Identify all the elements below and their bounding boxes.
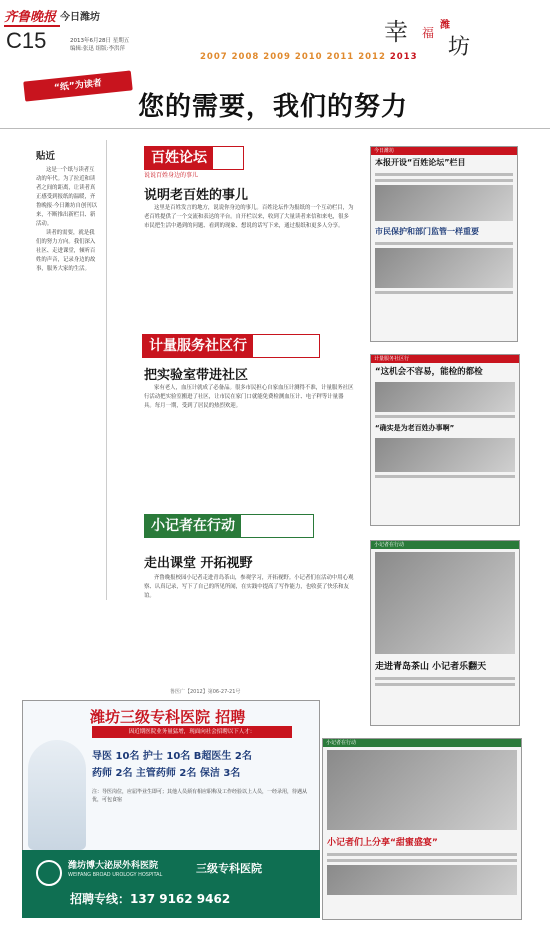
doctor-image	[28, 740, 86, 850]
thumb-image	[375, 185, 513, 221]
thumb-text-line	[375, 173, 513, 176]
brand-char-4: 坊	[448, 35, 471, 60]
thumb-text-line	[375, 242, 513, 245]
thumb-bar: 今日潍坊	[371, 147, 517, 155]
thumb-headline: 小记者们上分享“甜蜜盛宴”	[327, 838, 438, 848]
year-item: 2008	[231, 52, 260, 62]
thumb-bar: 小记者在行动	[371, 541, 519, 549]
thumb-image	[375, 438, 515, 472]
year-item: 2010	[294, 52, 323, 62]
banner-label: 小记者在行动	[145, 515, 241, 537]
thumb-text-line	[375, 179, 513, 182]
article-paragraph: 这里是百姓发言的地方，说说你身边的事儿。百姓论坛作为报纸的一个互动栏目，为老百姓提供了一个交流和表达的平台。自开栏以来，收到了大量读者来信和来电，很多市民把生活中遇到的问题、看到的现象、想说的话写下来，通过报纸和更多人分享。	[144, 205, 354, 229]
ad-approval-number: 鲁医广【2012】第06-27-21号	[170, 689, 241, 695]
page-number-bar	[4, 25, 60, 27]
year-item: 2009	[263, 52, 291, 62]
commentary-paragraph: 读者的需要，就是我们的努力方向。我们深入社区、走进课堂，倾听百姓的声音，记录身边的故事，服务大家的生活。	[36, 230, 96, 272]
brand-char-3: 潍	[440, 20, 450, 31]
thumb-image	[327, 750, 517, 830]
thumb-text-line	[327, 859, 517, 862]
year-item-current: 2013	[389, 52, 418, 62]
article-headline: 走出课堂 开拓视野	[144, 556, 253, 571]
ad-position-row: 药师 2名 主管药师 2名 保洁 3名	[92, 768, 241, 779]
hospital-name-en: WEIFANG BROAD UROLOGY HOSPITAL	[68, 872, 163, 878]
thumb-headline: 本报开设“百姓论坛”栏目	[375, 158, 466, 167]
section-banner-reporters	[144, 514, 314, 538]
date-line: 2013年6月28日 星期五	[70, 38, 130, 44]
thumb-bar: 计量服务社区行	[371, 355, 519, 363]
ad-note: 注：导医岗位，应届毕业生即可；其他人员须有相应职称及工作经验以上人员，一经录用，待遇从优，可包食宿	[92, 789, 308, 803]
thumb-text-line	[375, 291, 513, 294]
ad-positions	[92, 748, 252, 782]
paper-logo: 齐鲁晚报	[4, 10, 57, 25]
thumb-headline: “确实是为老百姓办事啊”	[375, 424, 455, 432]
year-strip	[200, 52, 418, 62]
thumb-headline: 市民保护和部门监管一样重要	[375, 227, 479, 236]
thumb-text-line	[375, 683, 515, 686]
thumb-image	[375, 382, 515, 412]
recruitment-phone: 招聘专线：137 9162 9462	[70, 892, 231, 906]
hospital-logo-icon	[36, 860, 62, 886]
commentary-column	[36, 148, 98, 274]
article-paragraph: 家有老人，血压计就成了必备品。很多市民担心自家血压计测得不准，计量服务社区行活动把实验室搬进了社区，让市民在家门口就能免费检测血压计、电子秤等计量器具。每月一期，受到了居民的热烈欢迎。	[144, 385, 354, 409]
thumb-image	[375, 552, 515, 654]
commentary-label: 贴近	[36, 151, 56, 162]
hero-tag: “纸”为读者	[23, 70, 132, 101]
article-paragraph: 齐鲁晚报校园小记者走进青岛茶山，参观学习，开拓视野。小记者们在活动中用心观察、认真记录，写下了自己的所见所闻，在实践中提高了写作能力，也收获了快乐和友谊。	[144, 575, 354, 599]
thumb-headline: “这机会不容易，能检的都检	[375, 367, 483, 377]
hospital-name: 潍坊博大泌尿外科医院	[68, 861, 159, 871]
page-thumbnail	[322, 738, 522, 920]
thumb-image	[375, 248, 513, 288]
thumb-text-line	[327, 853, 517, 856]
thumb-text-line	[375, 677, 515, 680]
year-item: 2012	[358, 52, 386, 62]
article-headline: 说明老百姓的事儿	[144, 188, 249, 203]
page-title: 您的需要，我们的努力	[138, 92, 409, 122]
page-thumbnail	[370, 354, 520, 526]
ad-subtitle: 因近期医院业务量猛增，现面向社会招聘以下人才：	[92, 726, 292, 738]
section-banner-forum	[144, 146, 244, 170]
ad-footer	[22, 850, 320, 918]
ad-title: 潍坊三级专科医院 招聘	[90, 708, 246, 726]
thumb-bar: 小记者在行动	[323, 739, 521, 747]
thumb-text-line	[375, 415, 515, 418]
banner-subtitle: 说说百姓身边的事儿	[144, 172, 199, 179]
article-body	[144, 204, 354, 314]
section-banner-measure	[142, 334, 320, 358]
thumb-image	[327, 865, 517, 895]
commentary-paragraph: 这是一个纸与读者互动的年代。为了拉近和读者之间的距离，让读者真正感受到报纸的温暖，齐鲁晚报·今日潍坊自创刊以来，不断推出新栏目、新活动。	[36, 167, 98, 227]
year-item: 2011	[326, 52, 355, 62]
brand-char-1: 幸	[384, 18, 408, 46]
year-item: 2007	[200, 52, 228, 62]
banner-label: 计量服务社区行	[143, 335, 253, 357]
column-divider	[106, 140, 107, 600]
article-headline: 把实验室带进社区	[144, 368, 249, 383]
page-thumbnail	[370, 540, 520, 726]
banner-label: 百姓论坛	[145, 147, 213, 169]
page-number: C15	[6, 28, 47, 53]
thumb-headline: 走进青岛茶山 小记者乐翻天	[375, 662, 487, 672]
page-thumbnail	[370, 146, 518, 342]
divider	[0, 128, 550, 129]
editor-line: 编辑:张迅 组版:李洪萍	[70, 46, 125, 52]
thumb-text-line	[375, 475, 515, 478]
ad-position-row: 导医 10名 护士 10名 B超医生 2名	[92, 751, 252, 762]
article-body	[144, 574, 354, 674]
hospital-level: 三级专科医院	[196, 862, 262, 875]
article-body	[144, 384, 354, 494]
section-name: 今日潍坊	[60, 12, 100, 23]
brand-char-2: 福	[422, 26, 435, 40]
